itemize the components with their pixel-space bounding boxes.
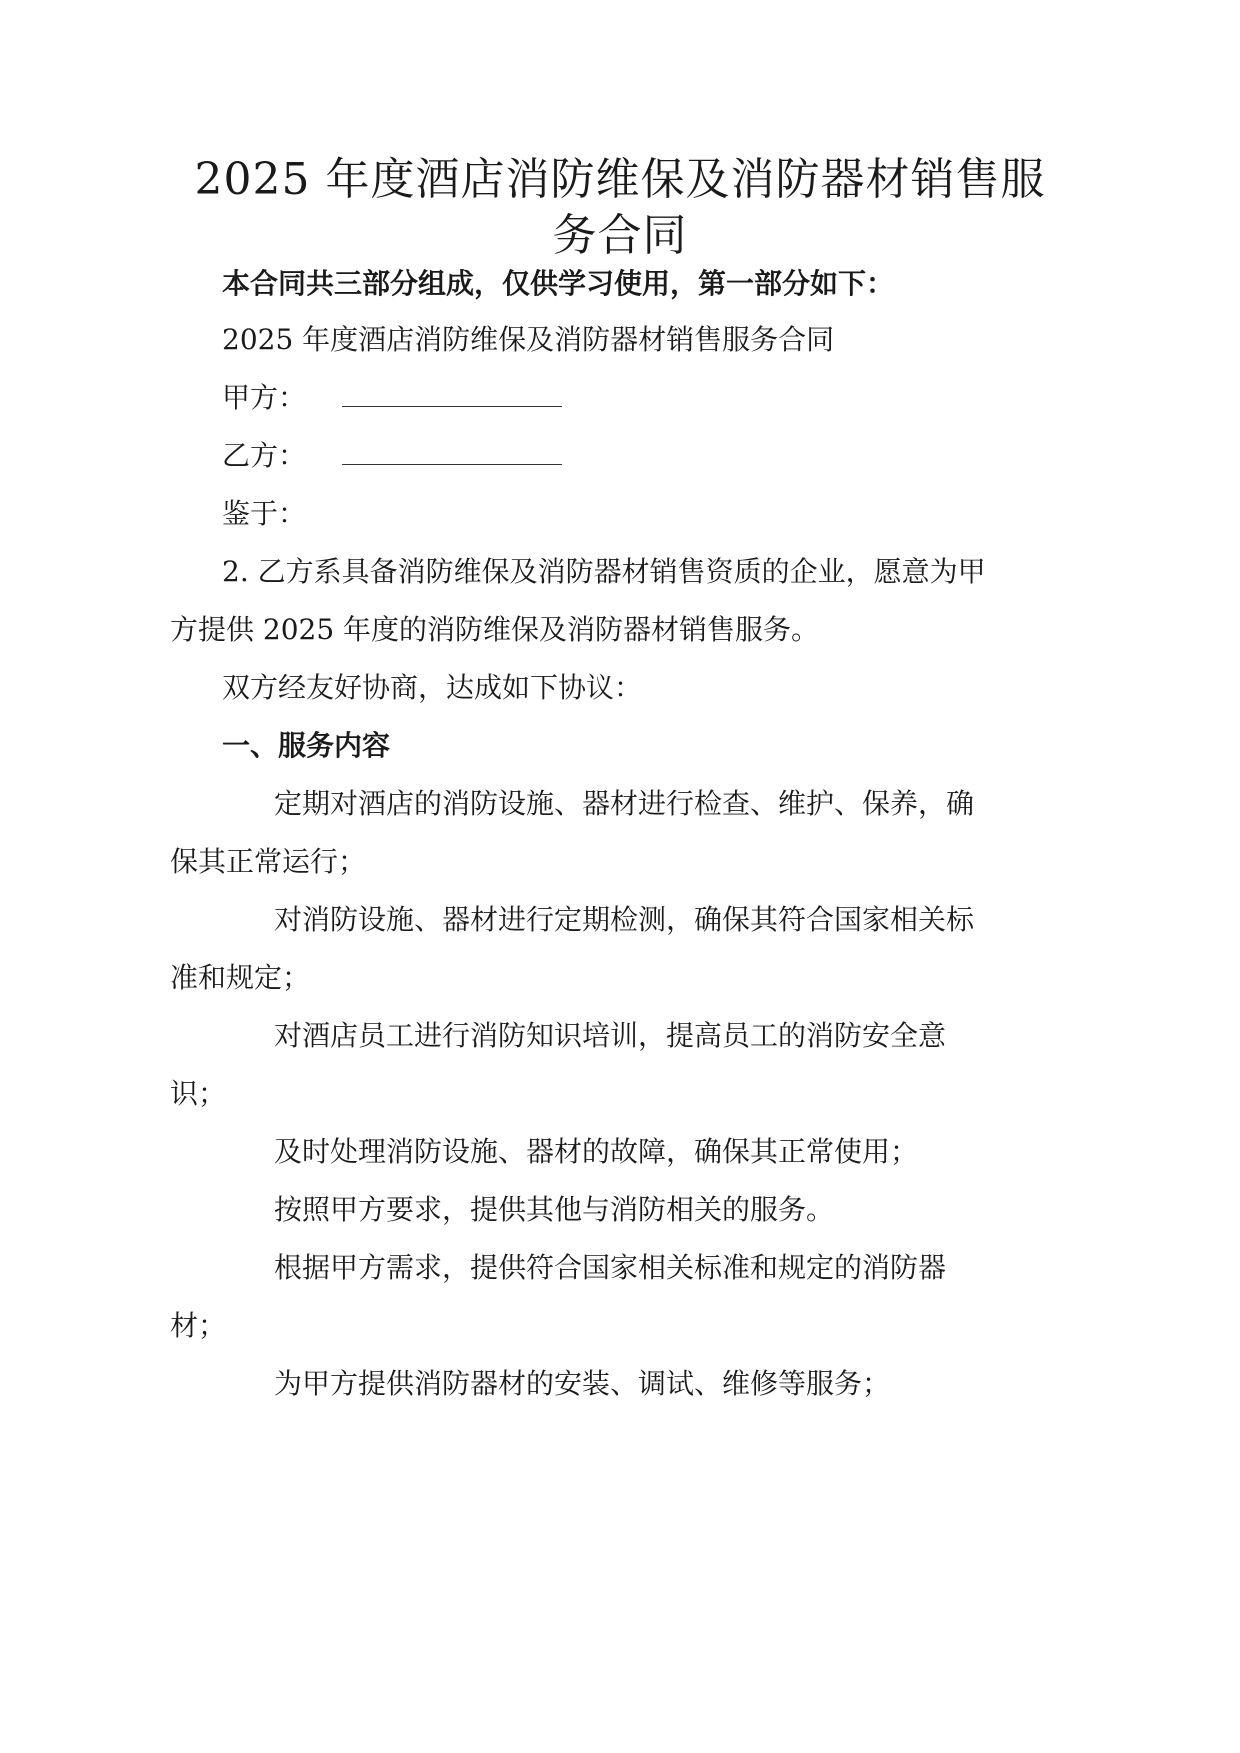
intro-note: 本合同共三部分组成，仅供学习使用，第一部分如下：	[222, 267, 895, 300]
document-title: 2025 年度酒店消防维保及消防器材销售服务合同	[194, 154, 1046, 261]
party-a-label: 甲方：	[222, 381, 307, 414]
service-item-line-1: 对酒店员工进行消防知识培训，提高员工的消防安全意	[274, 1019, 947, 1052]
section-heading: 一、服务内容	[222, 729, 391, 762]
contract-name: 2025 年度酒店消防维保及消防器材销售服务合同	[222, 323, 835, 356]
party-a-row	[222, 380, 562, 416]
service-item-line-2: 保其正常运行；	[170, 845, 367, 878]
service-item-line-2: 识；	[170, 1077, 227, 1110]
service-item-line-1: 定期对酒店的消防设施、器材进行检查、维护、保养，确	[274, 787, 975, 820]
service-item-line-2: 材；	[170, 1309, 227, 1342]
clause-2-line-2: 方提供 2025 年度的消防维保及消防器材销售服务。	[170, 613, 820, 646]
party-b-blank	[342, 438, 562, 465]
agreement-statement: 双方经友好协商，达成如下协议：	[222, 671, 643, 704]
service-item-line-1: 根据甲方需求，提供符合国家相关标准和规定的消防器	[274, 1251, 947, 1284]
whereas-label: 鉴于：	[222, 497, 307, 530]
service-item-line-2: 准和规定；	[170, 961, 311, 994]
party-a-blank	[342, 380, 562, 407]
service-item-line-1: 按照甲方要求，提供其他与消防相关的服务。	[274, 1193, 835, 1226]
party-b-label: 乙方：	[222, 439, 307, 472]
party-b-row	[222, 438, 562, 474]
service-item-line-1: 及时处理消防设施、器材的故障，确保其正常使用；	[274, 1135, 919, 1168]
clause-2-line-1: 2. 乙方系具备消防维保及消防器材销售资质的企业，愿意为甲	[222, 555, 986, 588]
service-item-line-1: 为甲方提供消防器材的安装、调试、维修等服务；	[274, 1367, 891, 1400]
service-item-line-1: 对消防设施、器材进行定期检测，确保其符合国家相关标	[274, 903, 975, 936]
